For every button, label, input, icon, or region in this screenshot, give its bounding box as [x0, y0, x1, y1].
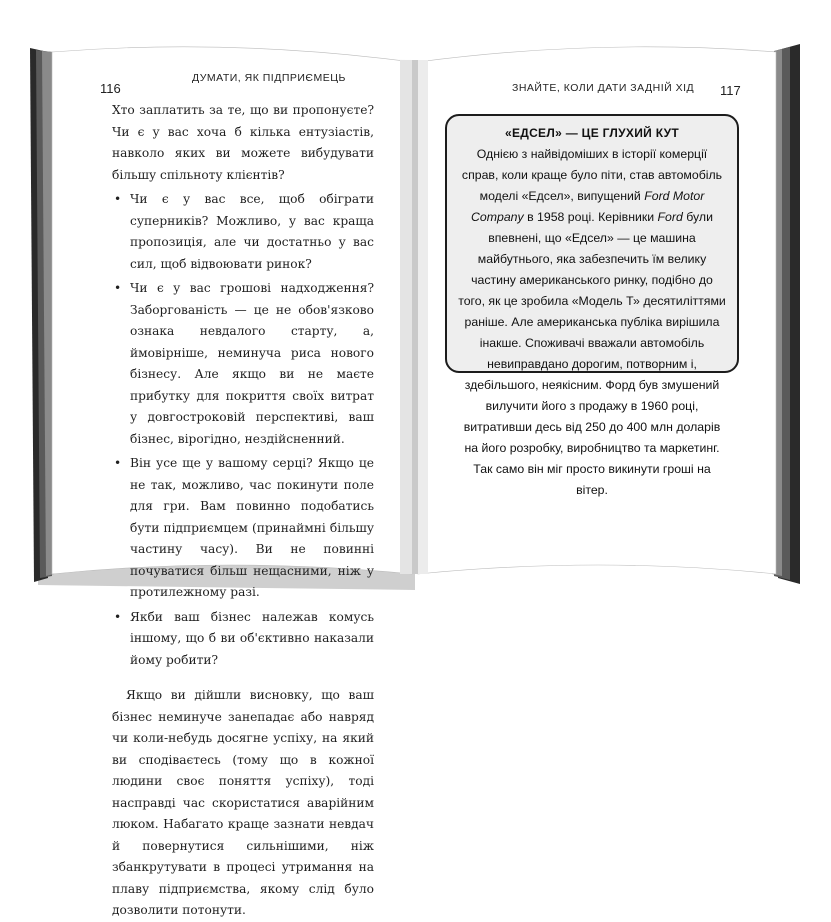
bullet-text: Він усе ще у вашому серці? Якщо це не так, можливо, час покинути поле для гри. Вам повинно подобатись бути підприємцем (принаймні більшу частину часу). Ви не повинні почуватися більш нещасними, ніж у протилежному разі.	[130, 456, 374, 599]
list-item	[112, 453, 374, 604]
page-number-text: 117	[720, 83, 741, 98]
right-page-number	[720, 82, 741, 100]
running-head-text: ЗНАЙТЕ, КОЛИ ДАТИ ЗАДНІЙ ХІД	[512, 82, 695, 94]
bullet-text: Чи є у вас все, щоб обіграти суперників? Можливо, у вас краща пропозиція, але чи достатньо у вас сил, щоб відвоювати ринок?	[130, 192, 374, 271]
left-page-body	[112, 100, 374, 922]
bullet-text: Якби ваш бізнес належав комусь іншому, що б ви об'єктивно наказали йому робити?	[130, 609, 374, 667]
conclusion-paragraph: Якщо ви дійшли висновку, що ваш бізнес неминуче занепадає або навряд чи коли-небудь досягне успіху, на який ви сподіваєтесь (тому що в кожної людини своє поняття успіху), тоді насправді час скористатися аварійним люком. Набагато краще зазнати невдач й повернутися сильнішими, ніж збанкрутувати в процесі утримання на плаву підприємства, якому слід було дозволити потонути.	[112, 688, 374, 917]
bullet-icon: •	[114, 281, 122, 295]
intro-paragraph: Хто заплатить за те, що ви пропонуєте? Чи є у вас хоча б кілька ентузіастів, навколо яких ви можете вибудувати більшу спільноту клієнтів?	[112, 103, 374, 182]
running-head-text: ДУМАТИ, ЯК ПІДПРИЄМЕЦЬ	[192, 72, 346, 84]
right-running-head	[512, 78, 694, 96]
bullet-list	[112, 189, 374, 671]
callout-brand-name: Ford	[657, 210, 683, 224]
callout-text-part: в 1958 році. Керівники	[523, 210, 658, 224]
page-number-text: 116	[100, 81, 121, 96]
callout-brand-name: Ford Motor Company	[471, 189, 705, 224]
list-item	[112, 189, 374, 275]
bullet-icon: •	[114, 192, 122, 206]
left-page-number	[100, 80, 121, 98]
callout-title: «ЕДСЕЛ» — ЦЕ ГЛУХИЙ КУТ	[504, 126, 680, 140]
list-item	[112, 278, 374, 450]
left-running-head	[192, 68, 346, 86]
bullet-text: Чи є у вас грошові надходження? Заборгованість — це не обов'язково ознака невдалого старту, а, ймовірніше, неминуча риса нового бізнесу. Але якщо ви не маєте прибутку для покриття своїх витрат у довгостроковій перспективі, ваш бізнес, вірогідно, нездійсненний.	[130, 281, 374, 446]
bullet-icon: •	[114, 456, 122, 470]
list-item	[112, 607, 374, 672]
callout-text-part: були впевнені, що «Едсел» — це машина майбутнього, яка забезпечить їм велику частину американського ринку, подібно до того, як це зробила «Модель Т» десятиліттями раніше. Але американська публіка вирішила інакше. Споживачі вважали автомобіль невиправдано дорогим, потворним і, здебільшого, неякісним. Форд був змушений вилучити його з продажу в 1960 році, витративши десь від 250 до 400 млн доларів на його розробку, виробництво та маркетинг. Так само він міг просто викинути гроші на вітер.	[458, 210, 726, 497]
bullet-icon: •	[114, 609, 122, 624]
edsel-sidebar-box	[445, 114, 739, 497]
callout-text-part: Однією з найвідоміших в історії комерції справ, коли краще було піти, став автомобіль моделі «Едсел», випущений	[461, 147, 723, 203]
callout-body	[447, 144, 737, 501]
